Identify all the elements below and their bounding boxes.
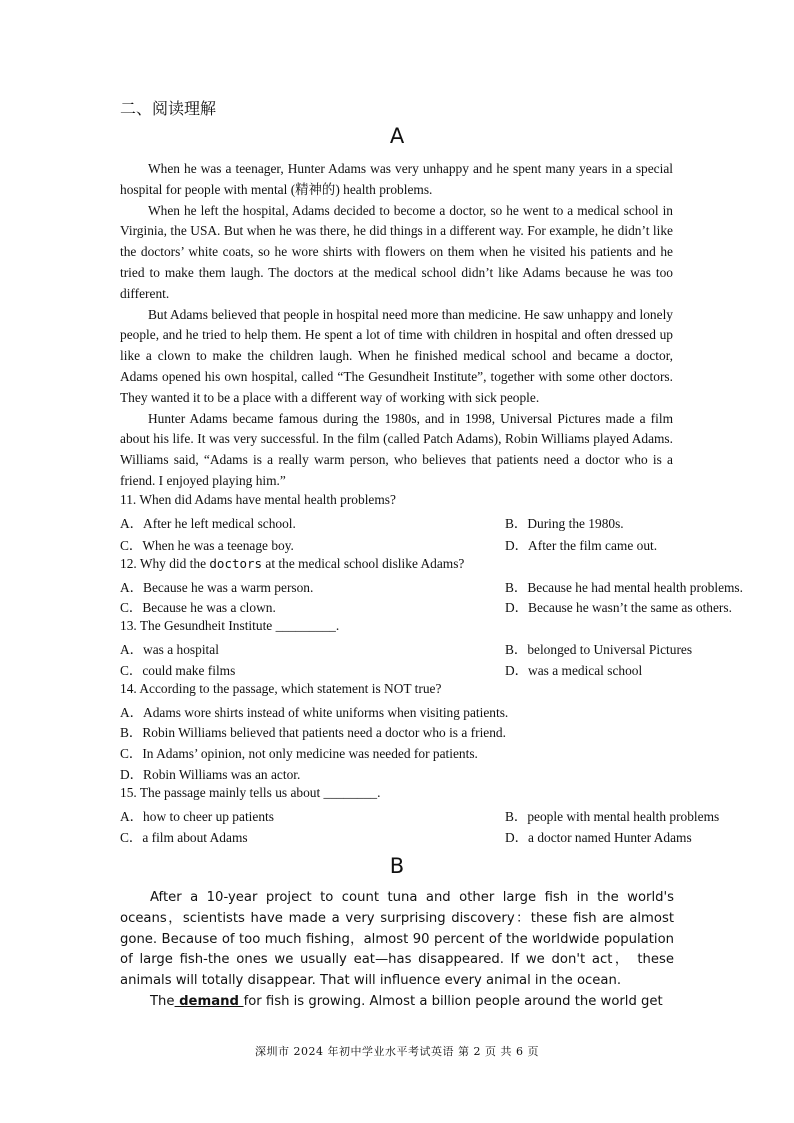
question-13-option-b[interactable]: B．belonged to Universal Pictures — [505, 642, 693, 657]
question-11-option-a[interactable]: A．After he left medical school. — [120, 516, 296, 531]
question-12-stem — [120, 556, 464, 572]
question-15-stem: 15. The passage mainly tells us about ________. — [120, 785, 381, 800]
keyword-demand: demand — [174, 993, 244, 1009]
question-14-stem: 14. According to the passage, which statement is NOT true? — [120, 681, 442, 696]
passage-b-p2-end: for fish is growing. Almost a billion people around the world get — [243, 993, 663, 1009]
passage-a-paragraph-3: But Adams believed that people in hospital need more than medicine. He saw unhappy and lonely people, and he tried to help them. He spent a lot of time with children in hospital and often dressed up like a clown to make the children laugh. When he finished medical school and became a doctor, Adams opened his own hospital, called “The Gesundheit Institute”, together with some other doctors. They wanted it to be a place with a different way of working with sick people. — [120, 306, 673, 405]
question-13-option-c[interactable]: C．could make films — [120, 663, 236, 678]
question-12-stem-start: 12. Why did the — [120, 556, 210, 571]
question-15-option-b[interactable]: B．people with mental health problems — [505, 809, 720, 824]
passage-a-paragraph-1: When he was a teenager, Hunter Adams was very unhappy and he spent many years in a special hospital for people with mental (精神的) health problems. — [120, 161, 673, 197]
question-12-option-a[interactable]: A．Because he was a warm person. — [120, 580, 314, 595]
passage-a — [120, 159, 673, 492]
question-12-stem-end: at the medical school dislike Adams? — [262, 556, 465, 571]
passage-b — [120, 888, 674, 1013]
passage-b-p2-start: The — [150, 993, 175, 1009]
question-14-option-c[interactable]: C．In Adams’ opinion, not only medicine was needed for patients. — [120, 746, 478, 761]
question-12-option-b[interactable]: B．Because he had mental health problems. — [505, 580, 743, 595]
question-13-stem: 13. The Gesundheit Institute _________. — [120, 618, 340, 633]
question-14-option-a[interactable]: A．Adams wore shirts instead of white uniforms when visiting patients. — [120, 705, 509, 720]
question-11-option-c[interactable]: C．When he was a teenage boy. — [120, 538, 294, 553]
question-13-option-a[interactable]: A．was a hospital — [120, 642, 219, 657]
question-11-option-d[interactable]: D．After the film came out. — [505, 538, 658, 553]
question-15-option-d[interactable]: D．a doctor named Hunter Adams — [505, 830, 692, 845]
passage-a-paragraph-2: When he left the hospital, Adams decided to become a doctor, so he went to a medical school in Virginia, the USA. But when he was there, he did things in a different way. For example, he didn’t like the doctors’ white coats, so he wore shirts with flowers on them when he visited his patients and he tried to make them laugh. The doctors at the medical school didn’t like Adams because he was too different. — [120, 202, 673, 301]
question-11-stem: 11. When did Adams have mental health problems? — [120, 492, 396, 507]
question-12-option-c[interactable]: C．Because he was a clown. — [120, 600, 276, 615]
passage-b-paragraph-1: After a 10-year project to count tuna and other large fish in the world's oceans，scientists have made a very surprising discovery：these fish are almost gone. Because of too much fishing，almost 90 percent of the worldwide population of large fish-the ones we usually eat—has disappeared. If we don't act， these animals will totally disappear. That will influence every animal in the ocean. — [120, 890, 674, 989]
question-15-option-c[interactable]: C．a film about Adams — [120, 830, 248, 845]
passage-a-paragraph-4: Hunter Adams became famous during the 1980s, and in 1998, Universal Pictures made a film about his life. It was very successful. In the film (called Patch Adams), Robin Williams played Adams. Williams said, “Adams is a really warm person, who believes that patients need a doctor who is a friend. I enjoyed playing him.” — [120, 410, 673, 488]
passage-b-paragraph-2 — [120, 992, 674, 1013]
part-a-heading: A — [389, 124, 405, 148]
question-12-stem-keyword: doctors — [209, 556, 263, 571]
question-15-option-a[interactable]: A．how to cheer up patients — [120, 809, 274, 824]
question-14-option-d[interactable]: D．Robin Williams was an actor. — [120, 767, 301, 782]
section-title: 二、阅读理解 — [120, 99, 217, 118]
question-11-option-b[interactable]: B．During the 1980s. — [505, 516, 624, 531]
question-12-option-d[interactable]: D．Because he wasn’t the same as others. — [505, 600, 732, 615]
part-b-heading: B — [389, 854, 405, 878]
question-13-option-d[interactable]: D．was a medical school — [505, 663, 643, 678]
question-14-option-b[interactable]: B．Robin Williams believed that patients need a doctor who is a friend. — [120, 725, 506, 740]
page-footer: 深圳市 2024 年初中学业水平考试英语 第 2 页 共 6 页 — [255, 1045, 539, 1058]
